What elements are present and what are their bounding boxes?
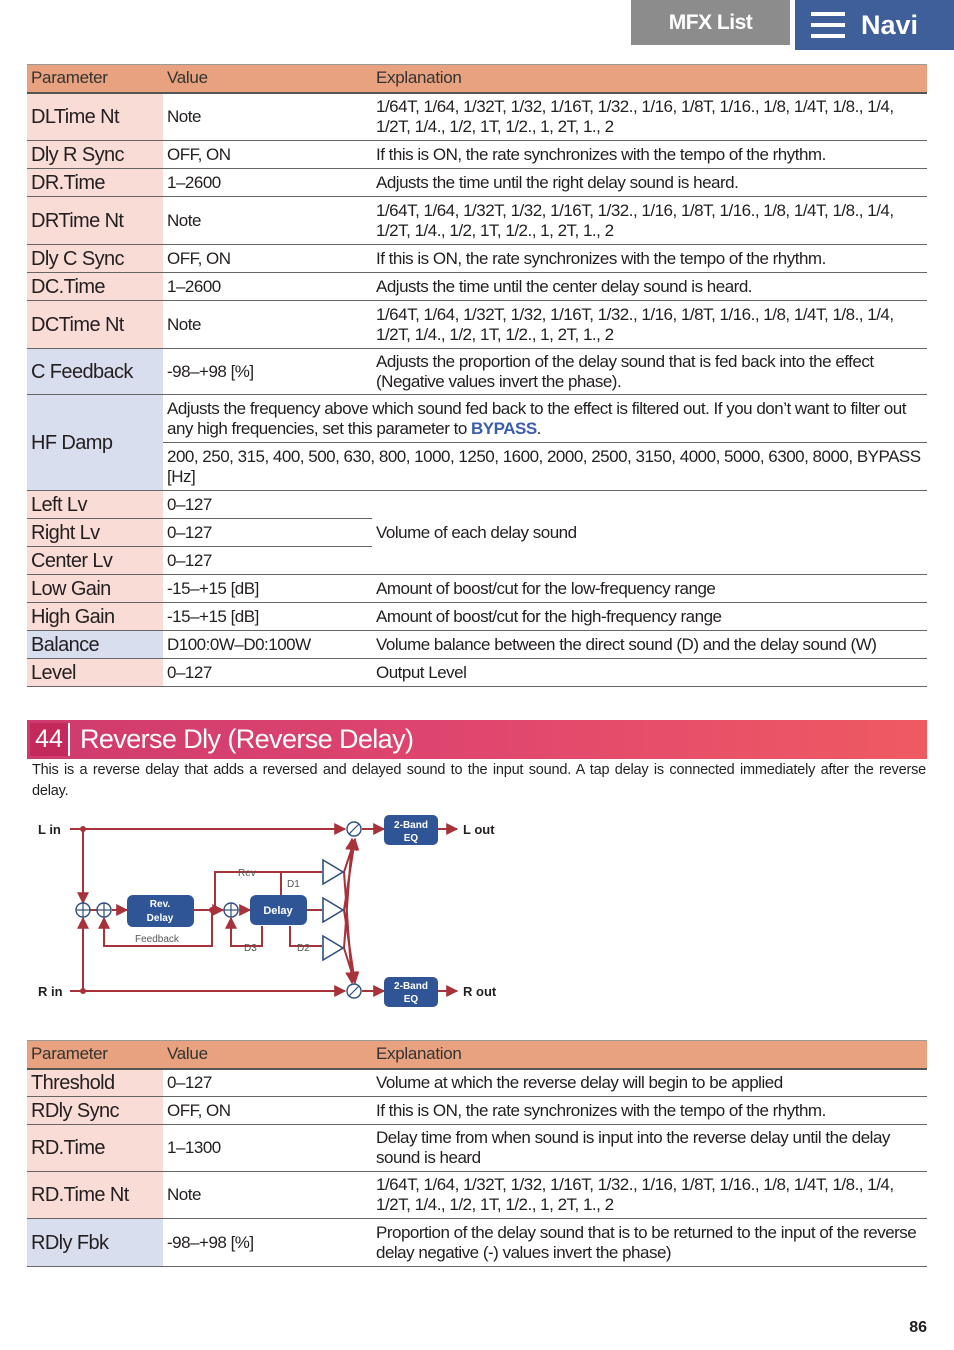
param-name: DLTime Nt bbox=[27, 93, 163, 141]
eq-label-line1: 2-Band bbox=[394, 820, 428, 831]
table-row bbox=[27, 1125, 927, 1172]
table-row bbox=[27, 301, 927, 349]
header-parameter: Parameter bbox=[27, 65, 163, 93]
table-row bbox=[27, 659, 927, 687]
table-row bbox=[27, 575, 927, 603]
param-explanation: Volume at which the reverse delay will begin to be applied bbox=[372, 1069, 927, 1097]
rev-delay-label-line2: Delay bbox=[146, 913, 174, 924]
param-name: Left Lv bbox=[27, 491, 163, 519]
param-explanation: Volume balance between the direct sound (D) and the delay sound (W) bbox=[372, 631, 927, 659]
param-name: High Gain bbox=[27, 603, 163, 631]
header-explanation: Explanation bbox=[372, 1041, 927, 1069]
param-explanation: Volume of each delay sound bbox=[372, 491, 927, 575]
rev-delay-label-line1: Rev. bbox=[149, 899, 171, 910]
param-value: -98–+98 [%] bbox=[163, 349, 372, 395]
param-explanation: Adjusts the proportion of the delay sound that is fed back into the effect (Negative values invert the phase). bbox=[372, 349, 927, 395]
table-row bbox=[27, 631, 927, 659]
param-value: -15–+15 [dB] bbox=[163, 575, 372, 603]
param-value: -98–+98 [%] bbox=[163, 1219, 372, 1267]
d3-tap-label: D3 bbox=[244, 943, 257, 954]
param-explanation: 1/64T, 1/64, 1/32T, 1/32, 1/16T, 1/32., 1/16, 1/8T, 1/16., 1/8, 1/4T, 1/8., 1/4, 1/2T, 1/4., 1/2, 1T, 1/2., 1, 2T, 1., 2 bbox=[372, 301, 927, 349]
param-name: Threshold bbox=[27, 1069, 163, 1097]
param-name: RDly Sync bbox=[27, 1097, 163, 1125]
r-out-label: R out bbox=[463, 984, 497, 999]
param-name: C Feedback bbox=[27, 349, 163, 395]
param-value: Note bbox=[163, 93, 372, 141]
amplifier-icon bbox=[323, 860, 343, 884]
menu-icon bbox=[811, 12, 845, 38]
table-row bbox=[27, 197, 927, 245]
param-value: Note bbox=[163, 197, 372, 245]
param-value: 0–127 bbox=[163, 1069, 372, 1097]
param-value: OFF, ON bbox=[163, 1097, 372, 1125]
param-explanation: Amount of boost/cut for the low-frequency range bbox=[372, 575, 927, 603]
param-name: Right Lv bbox=[27, 519, 163, 547]
param-value: 0–127 bbox=[163, 659, 372, 687]
rev-tap-label: Rev bbox=[238, 868, 256, 879]
d1-tap-label: D1 bbox=[287, 879, 300, 890]
table-row bbox=[27, 349, 927, 395]
param-explanation: 1/64T, 1/64, 1/32T, 1/32, 1/16T, 1/32., 1/16, 1/8T, 1/16., 1/8, 1/4T, 1/8., 1/4, 1/2T, 1/4., 1/2, 1T, 1/2., 1, 2T, 1., 2 bbox=[372, 93, 927, 141]
bypass-keyword: BYPASS bbox=[471, 418, 537, 438]
param-value: 1–2600 bbox=[163, 273, 372, 301]
feedback-label: Feedback bbox=[135, 934, 179, 945]
param-explanation: Amount of boost/cut for the high-frequency range bbox=[372, 603, 927, 631]
param-name: DRTime Nt bbox=[27, 197, 163, 245]
section-heading bbox=[27, 720, 927, 759]
amplifier-icon bbox=[323, 936, 343, 960]
param-value: 1–2600 bbox=[163, 169, 372, 197]
param-name: DC.Time bbox=[27, 273, 163, 301]
param-name: RD.Time Nt bbox=[27, 1172, 163, 1219]
table-row bbox=[27, 395, 927, 443]
param-explanation: 1/64T, 1/64, 1/32T, 1/32, 1/16T, 1/32., 1/16, 1/8T, 1/16., 1/8, 1/4T, 1/8., 1/4, 1/2T, 1/4., 1/2, 1T, 1/2., 1, 2T, 1., 2 bbox=[372, 1172, 927, 1219]
param-value: 1–1300 bbox=[163, 1125, 372, 1172]
param-name: DCTime Nt bbox=[27, 301, 163, 349]
eq-label-line2: EQ bbox=[403, 833, 419, 844]
section-number: 44 bbox=[30, 723, 70, 756]
table-row bbox=[27, 1097, 927, 1125]
parameter-table-1 bbox=[27, 64, 927, 687]
param-name: RDly Fbk bbox=[27, 1219, 163, 1267]
param-explanation: Delay time from when sound is input into the reverse delay until the delay sound is heard bbox=[372, 1125, 927, 1172]
navi-label: Navi bbox=[861, 9, 919, 40]
eq-label-line1: 2-Band bbox=[394, 981, 428, 992]
header-value: Value bbox=[163, 65, 372, 93]
param-value: OFF, ON bbox=[163, 141, 372, 169]
page-number: 86 bbox=[909, 1319, 927, 1336]
param-explanation: If this is ON, the rate synchronizes with the tempo of the rhythm. bbox=[372, 141, 927, 169]
param-value: -15–+15 [dB] bbox=[163, 603, 372, 631]
table-row bbox=[27, 141, 927, 169]
param-explanation: 1/64T, 1/64, 1/32T, 1/32, 1/16T, 1/32., 1/16, 1/8T, 1/16., 1/8, 1/4T, 1/8., 1/4, 1/2T, 1/4., 1/2, 1T, 1/2., 1, 2T, 1., 2 bbox=[372, 197, 927, 245]
param-value: OFF, ON bbox=[163, 245, 372, 273]
param-value: 0–127 bbox=[163, 519, 372, 547]
mfx-list-button[interactable]: MFX List bbox=[631, 0, 790, 45]
param-name: Center Lv bbox=[27, 547, 163, 575]
table-row bbox=[27, 491, 927, 519]
l-in-label: L in bbox=[38, 822, 61, 837]
description-period: . bbox=[536, 418, 541, 438]
param-name: DR.Time bbox=[27, 169, 163, 197]
delay-label: Delay bbox=[263, 905, 293, 917]
header-value: Value bbox=[163, 1041, 372, 1069]
table-row bbox=[27, 245, 927, 273]
table-row bbox=[27, 273, 927, 301]
param-value: 200, 250, 315, 400, 500, 630, 800, 1000, 1250, 1600, 2000, 2500, 3150, 4000, 5000, 6300, 8000, BYPASS [Hz] bbox=[163, 443, 927, 491]
amplifier-icon bbox=[323, 898, 343, 922]
param-name: Level bbox=[27, 659, 163, 687]
param-value: Note bbox=[163, 1172, 372, 1219]
table-row bbox=[27, 1172, 927, 1219]
param-name: HF Damp bbox=[27, 395, 163, 491]
param-explanation: If this is ON, the rate synchronizes with the tempo of the rhythm. bbox=[372, 245, 927, 273]
parameter-table-2 bbox=[27, 1040, 927, 1267]
hf-damp-description: Adjusts the frequency above which sound fed back to the effect is filtered out. If you don’t want to filter out any high frequencies, set this parameter to bbox=[167, 398, 906, 438]
section-title: Reverse Dly (Reverse Delay) bbox=[80, 724, 414, 754]
param-name: RD.Time bbox=[27, 1125, 163, 1172]
header-parameter: Parameter bbox=[27, 1041, 163, 1069]
param-explanation: Output Level bbox=[372, 659, 927, 687]
param-value: D100:0W–D0:100W bbox=[163, 631, 372, 659]
table-row bbox=[27, 603, 927, 631]
param-value: Note bbox=[163, 301, 372, 349]
param-name: Dly R Sync bbox=[27, 141, 163, 169]
header-explanation: Explanation bbox=[372, 65, 927, 93]
table-row bbox=[27, 93, 927, 141]
param-explanation bbox=[163, 395, 927, 443]
section-description: This is a reverse delay that adds a reversed and delayed sound to the input sound. A tap delay is connected immediately after the reverse delay. bbox=[32, 762, 926, 799]
r-in-label: R in bbox=[38, 984, 63, 999]
param-explanation: Adjusts the time until the right delay sound is heard. bbox=[372, 169, 927, 197]
param-explanation: If this is ON, the rate synchronizes with the tempo of the rhythm. bbox=[372, 1097, 927, 1125]
table-row bbox=[27, 1219, 927, 1267]
l-out-label: L out bbox=[463, 822, 495, 837]
d2-tap-label: D2 bbox=[297, 943, 310, 954]
table-row bbox=[27, 169, 927, 197]
param-value: 0–127 bbox=[163, 491, 372, 519]
param-value: 0–127 bbox=[163, 547, 372, 575]
signal-flow-diagram bbox=[0, 800, 954, 1030]
param-explanation: Adjusts the time until the center delay sound is heard. bbox=[372, 273, 927, 301]
param-name: Balance bbox=[27, 631, 163, 659]
navi-button[interactable] bbox=[795, 0, 954, 50]
param-name: Low Gain bbox=[27, 575, 163, 603]
param-explanation: Proportion of the delay sound that is to be returned to the input of the reverse delay negative (-) values invert the phase) bbox=[372, 1219, 927, 1267]
param-name: Dly C Sync bbox=[27, 245, 163, 273]
table-row bbox=[27, 1069, 927, 1097]
eq-label-line2: EQ bbox=[403, 994, 419, 1005]
